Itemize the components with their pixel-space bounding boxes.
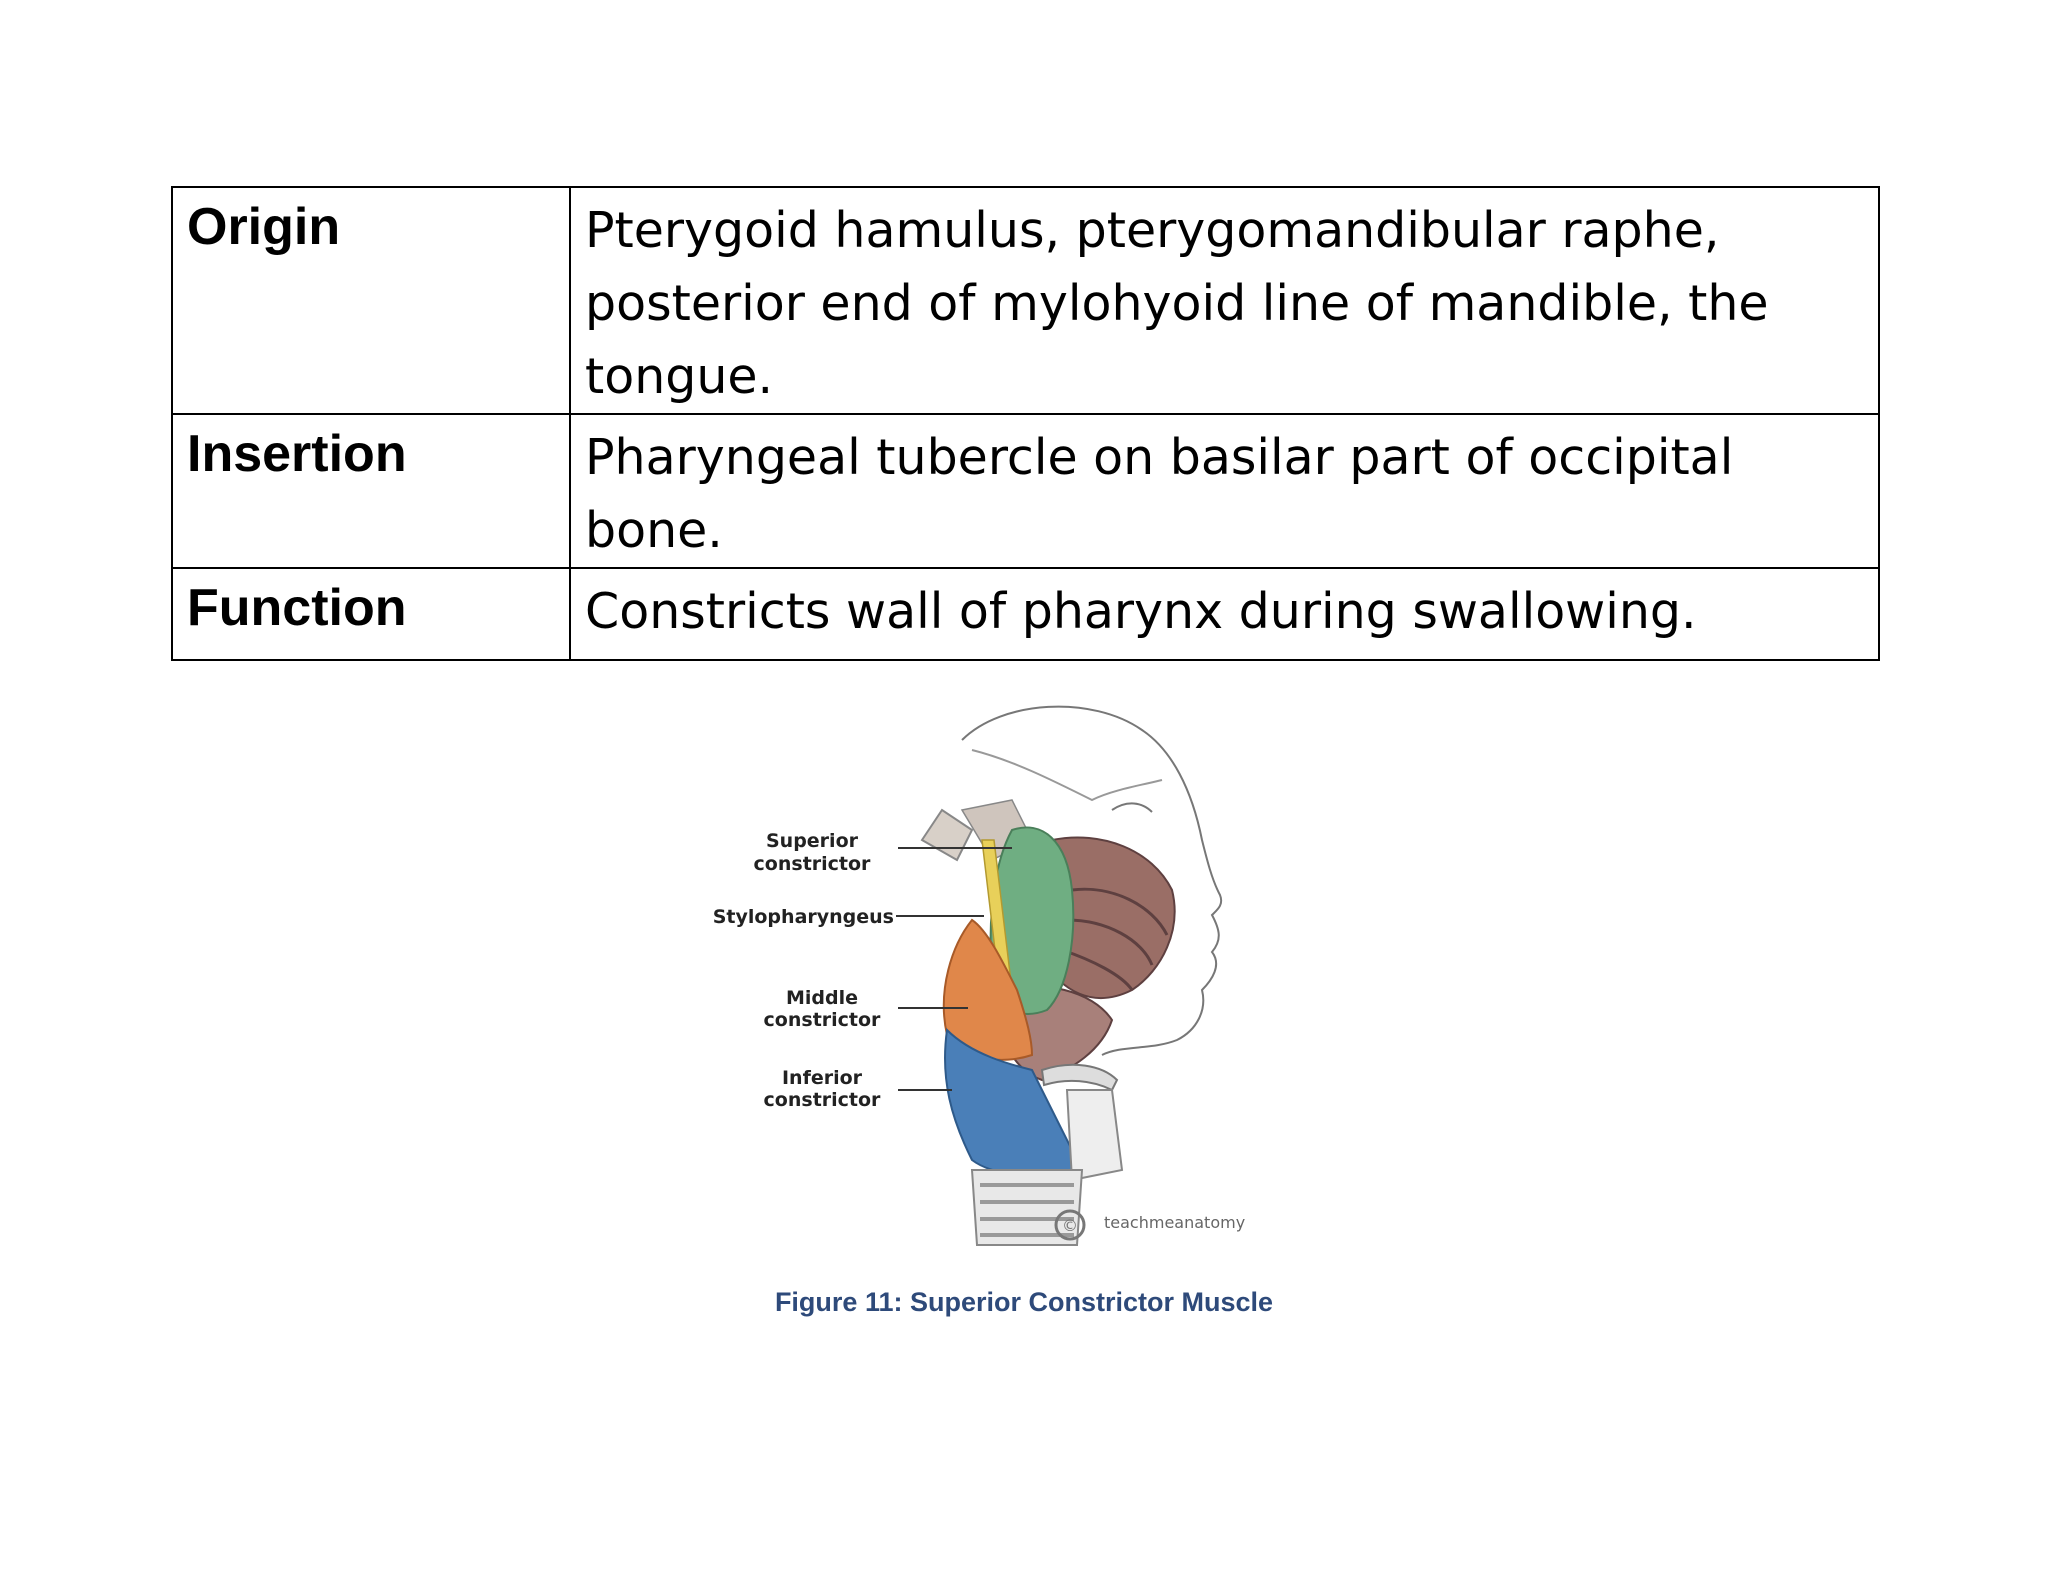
row-label: Origin — [172, 187, 570, 414]
label-superior-constrictor: Superior — [765, 830, 859, 852]
muscle-info-table — [171, 186, 1880, 661]
table-row-insertion — [172, 414, 1879, 568]
eye-outline — [1112, 803, 1152, 812]
skull-outline — [972, 750, 1162, 800]
label-inferior-constrictor: Inferior — [781, 1067, 863, 1089]
watermark-text: teachmeanatomy — [1104, 1213, 1246, 1232]
larynx — [1067, 1090, 1122, 1180]
label-superior-constrictor: constrictor — [753, 853, 871, 875]
figure-caption: Figure 11: Superior Constrictor Muscle — [774, 1287, 1274, 1317]
row-label: Insertion — [172, 414, 570, 568]
label-stylopharyngeus: Stylopharyngeus — [712, 906, 894, 928]
pharyngeal-constrictors-illustration — [672, 690, 1392, 1260]
row-description: Pharyngeal tubercle on basilar part of occipital bone. — [570, 414, 1879, 568]
copyright-icon: © — [1062, 1216, 1078, 1235]
hyoid-bone — [1042, 1065, 1117, 1090]
label-middle-constrictor: Middle — [785, 987, 859, 1009]
table-row-function — [172, 568, 1879, 660]
row-description: Pterygoid hamulus, pterygomandibular raphe, posterior end of mylohyoid line of mandible, the tongue. — [570, 187, 1879, 414]
styloid-process — [922, 810, 972, 860]
label-middle-constrictor: constrictor — [763, 1009, 881, 1031]
row-description: Constricts wall of pharynx during swallowing. — [570, 568, 1879, 660]
row-label: Function — [172, 568, 570, 660]
table-row-origin — [172, 187, 1879, 414]
anatomy-figure — [672, 690, 1392, 1260]
label-inferior-constrictor: constrictor — [763, 1089, 881, 1111]
